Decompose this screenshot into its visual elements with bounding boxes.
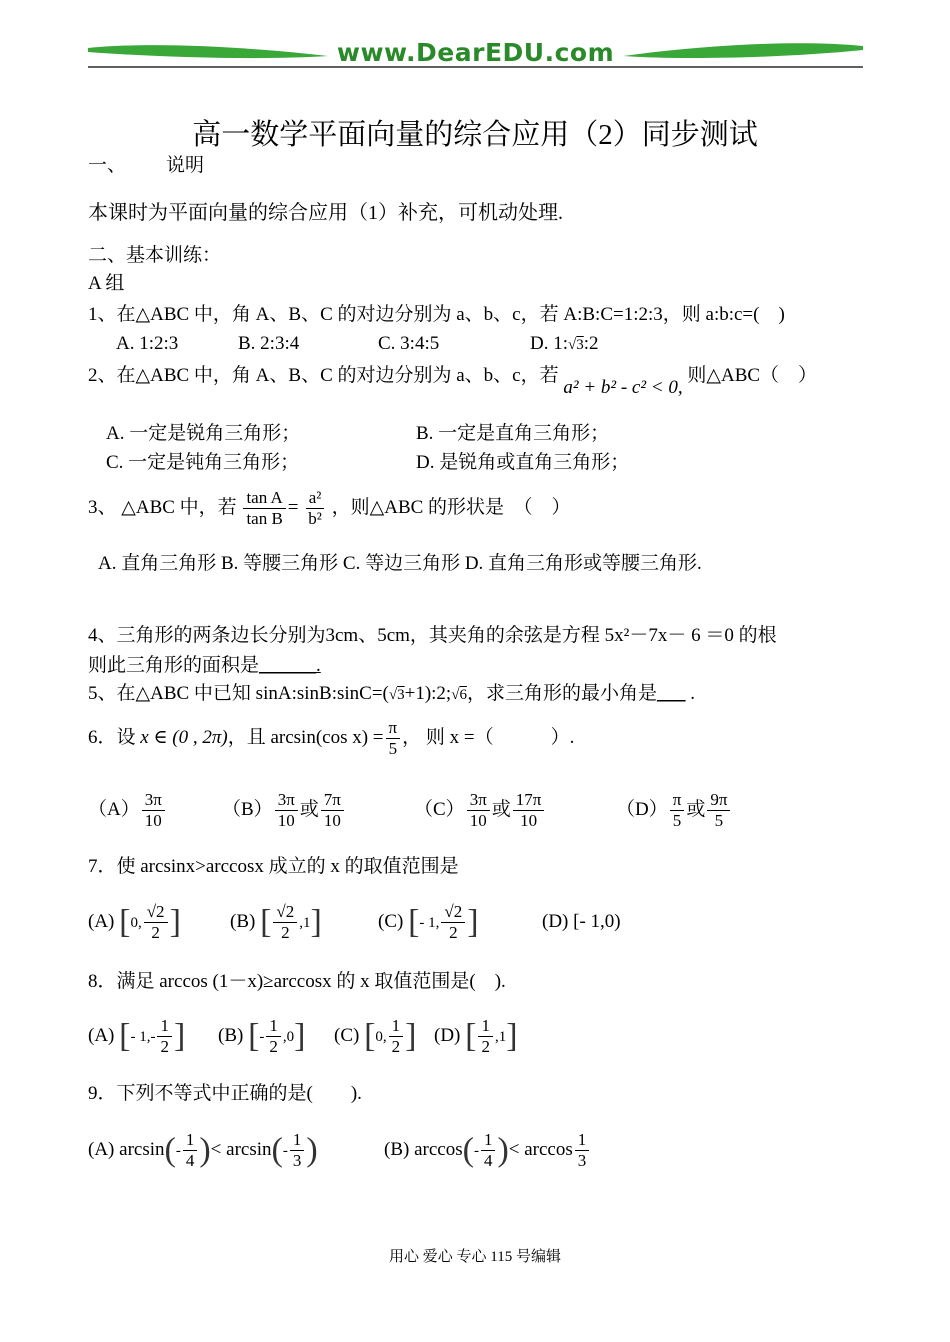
q5-stem: 5、在△ABC 中已知 sinA:sinB:sinC=(√3+1):2;√6，求三角形的最小角是___ .: [88, 683, 695, 704]
site-name: www.DearEDU.com: [336, 38, 615, 67]
q8-option-c: (C) [0, $\frac{1}{2}$ ]: [334, 1016, 417, 1057]
q3-fraction-tan: $\frac{\text{tan A}}{\text{tan B}}$: [243, 488, 285, 529]
page-footer: 用心 爱心 专心 115 号编辑: [389, 1249, 561, 1265]
section-1-heading: 说明: [166, 155, 205, 176]
q3-options: A. 直角三角形 B. 等腰三角形 C. 等边三角形 D. 直角三角形或等腰三角形.: [98, 553, 702, 574]
section-1-label: 一、: [88, 155, 127, 176]
q1-option-b: B. 2:3:4: [238, 333, 300, 354]
q9-option-a: (A) arcsin(- $\frac{1}{4}$ )< arcsin(- $\frac{1}{3}$ ): [88, 1130, 318, 1171]
q6-option-c: （C） $\frac{3\pi}{10}$ 或 $\frac{17\pi}{10}$: [414, 788, 546, 832]
q8-option-d: (D) [ $\frac{1}{2}$ ,1]: [434, 1016, 518, 1057]
q2-option-a: A. 一定是锐角三角形；: [106, 423, 301, 444]
q2-option-c: C. 一定是钝角三角形；: [106, 452, 300, 473]
q3-stem: 3、 △ABC 中，若 $\frac{\text{tan A}}{\text{tan B}}$ = $\frac{\text{a²}}{\text{b²}}$ ，则△ABC 的形状是 （ ）: [88, 488, 571, 529]
q1-option-a: A. 1:2:3: [116, 333, 179, 354]
q8-option-b: (B) [- $\frac{1}{2}$ ,0]: [218, 1016, 306, 1057]
q1-stem: 1、在△ABC 中，角 A、B、C 的对边分别为 a、b、c，若 A:B:C=1:2:3，则 a:b:c=( ): [88, 304, 785, 325]
q6-fraction: $\frac{\pi}{5}$: [386, 718, 401, 759]
q5-answer-blank: ___: [656, 683, 686, 704]
group-label: A 组: [88, 273, 125, 294]
q6-option-d: （D） $\frac{\pi}{5}$ 或 $\frac{9\pi}{5}$: [616, 788, 732, 832]
q7-option-a: (A) [0, $\frac{√2}{2}$ ]: [88, 902, 181, 943]
site-header: [88, 28, 863, 72]
q7-option-d: (D) [- 1,0): [542, 911, 621, 932]
q1-option-d: D. 1:√3:2: [530, 333, 599, 354]
q2-option-d: D. 是锐角或直角三角形；: [416, 452, 630, 473]
intro-text: 本课时为平面向量的综合应用（1）补充，可机动处理.: [88, 202, 563, 224]
section-2-heading: 二、基本训练：: [88, 245, 222, 266]
q9-option-b: (B) arccos(- $\frac{1}{4}$ )< arccos $\frac{1}{3}$: [384, 1128, 591, 1173]
page-title: 高一数学平面向量的综合应用（2）同步测试: [192, 119, 758, 151]
q7-option-c: (C) [- 1, $\frac{√2}{2}$ ]: [378, 902, 479, 943]
q7-option-b: (B) [ $\frac{√2}{2}$ ,1]: [230, 902, 322, 943]
q2-condition: a² + b² - c² < 0,: [563, 377, 683, 398]
q8-option-a: (A) [- 1,- $\frac{1}{2}$ ]: [88, 1016, 186, 1057]
q4-answer-blank: ______.: [259, 655, 321, 676]
q2-option-b: B. 一定是直角三角形；: [416, 423, 610, 444]
q6-option-b: （B） $\frac{3\pi}{10}$ 或 $\frac{7\pi}{10}$: [222, 788, 346, 832]
q7-stem: 7．使 arcsinx>arccosx 成立的 x 的取值范围是: [88, 856, 459, 877]
q6-stem: 6．设 x ∈ (0 , 2π)，且 arcsin(cos x) = $\frac{\pi}{5}$ ， 则 x =（ ）.: [88, 718, 575, 759]
q1-option-c: C. 3:4:5: [378, 333, 440, 354]
q8-stem: 8．满足 arccos (1－x)≥arccosx 的 x 取值范围是( ).: [88, 971, 506, 992]
q6-option-a: （A） $\frac{3\pi}{10}$: [88, 788, 167, 832]
q3-fraction-ab: $\frac{\text{a²}}{\text{b²}}$: [305, 488, 325, 529]
q4-line-2: 则此三角形的面积是______.: [88, 655, 321, 676]
q4-line-1: 4、三角形的两条边长分别为3cm、5cm，其夹角的余弦是方程 5x²－7x－ 6 ＝0 的根: [88, 625, 777, 646]
q9-stem: 9．下列不等式中正确的是( ).: [88, 1083, 362, 1104]
q2-stem: 2、在△ABC 中，角 A、B、C 的对边分别为 a、b、c，若 a² + b² - c² < 0, 则△ABC（ ）: [88, 365, 818, 398]
